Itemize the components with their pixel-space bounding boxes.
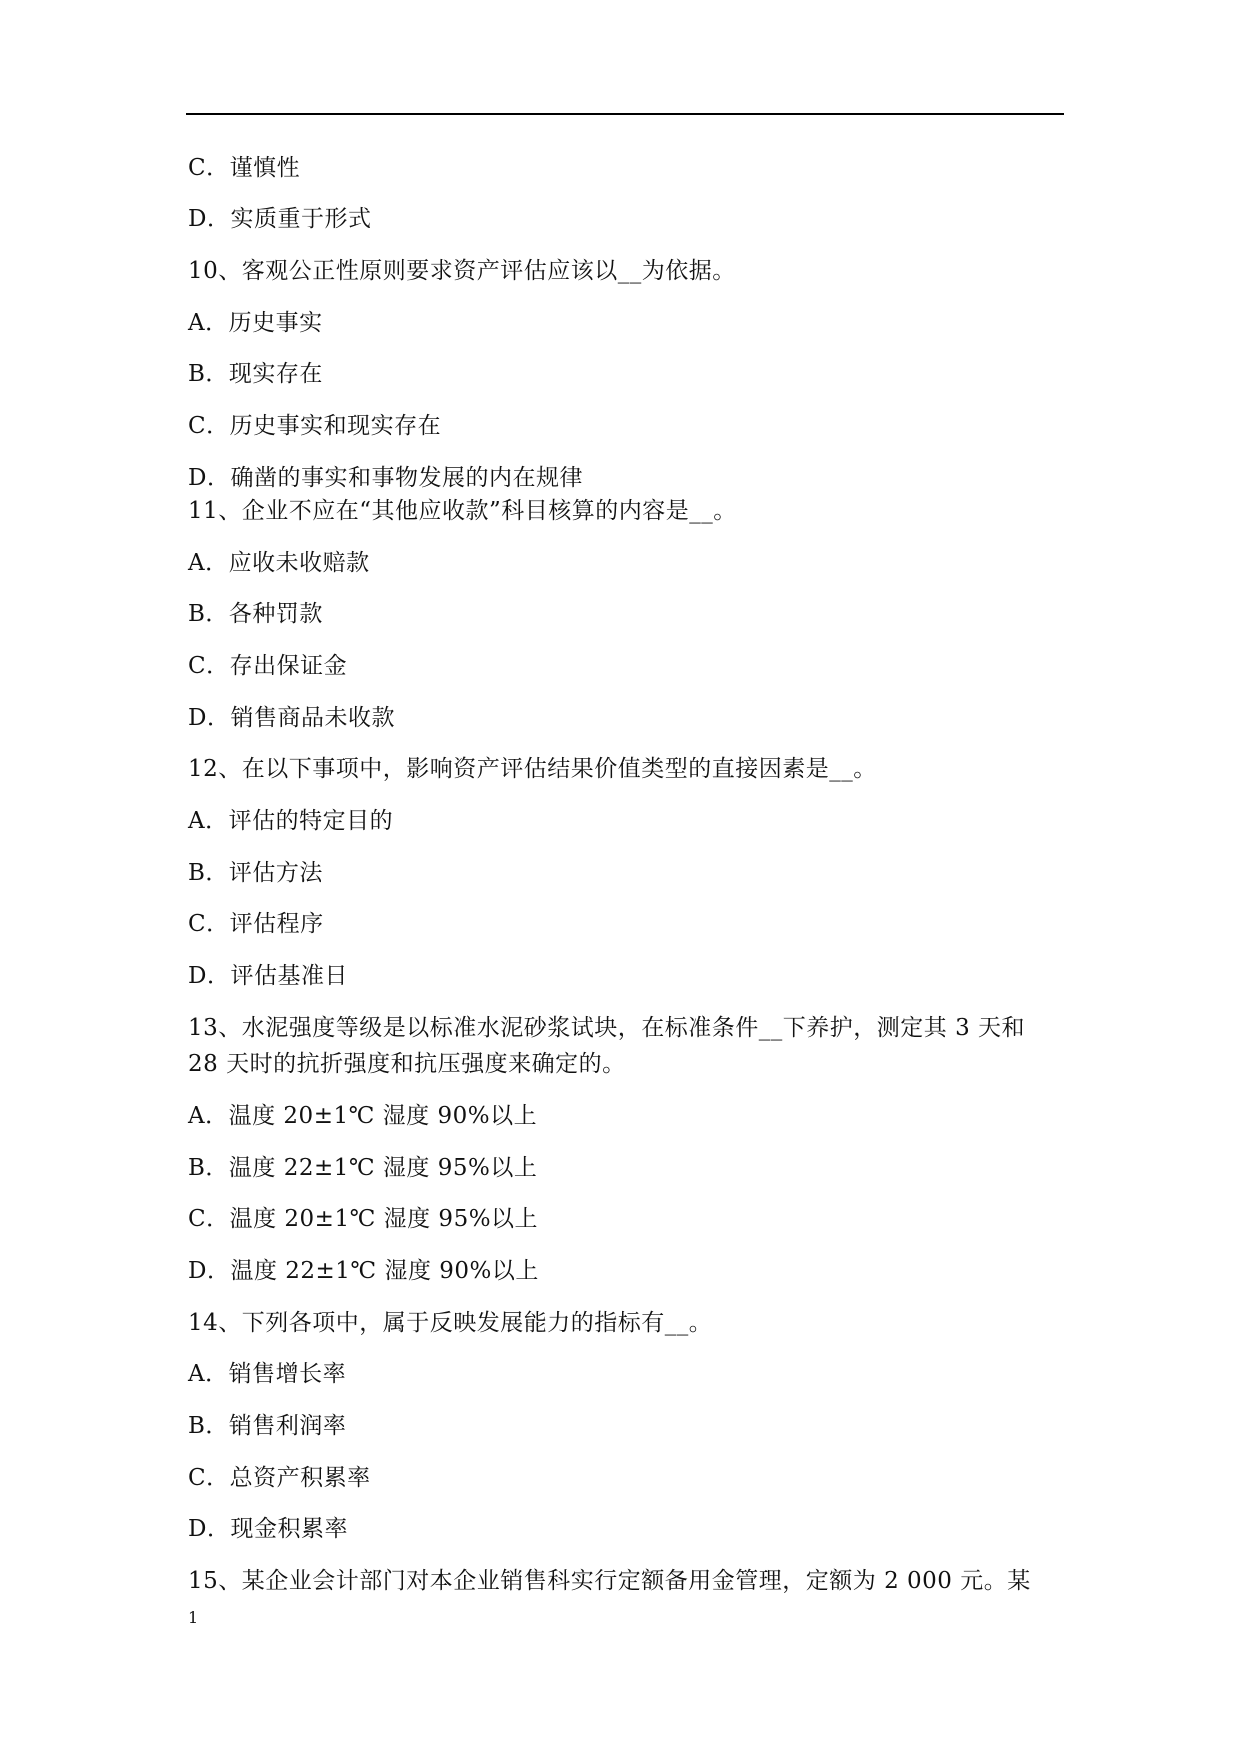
option-11c: C．存出保证金 bbox=[188, 653, 348, 679]
question-10: 10、客观公正性原则要求资产评估应该以__为依据。 bbox=[188, 258, 736, 284]
question-12: 12、在以下事项中，影响资产评估结果价值类型的直接因素是__。 bbox=[188, 756, 877, 782]
question-13-line-2: 28 天时的抗折强度和抗压强度来确定的。 bbox=[188, 1051, 626, 1077]
option-9c: C．谨慎性 bbox=[188, 155, 301, 181]
question-13-line-1: 13、水泥强度等级是以标准水泥砂浆试块，在标准条件__下养护，测定其 3 天和 bbox=[188, 1015, 1026, 1041]
option-14c: C．总资产积累率 bbox=[188, 1465, 371, 1491]
option-11a: A．应收未收赔款 bbox=[188, 550, 370, 576]
option-10c: C．历史事实和现实存在 bbox=[188, 413, 442, 439]
option-10a: A．历史事实 bbox=[188, 310, 323, 336]
question-15: 15、某企业会计部门对本企业销售科实行定额备用金管理，定额为 2 000 元。某 bbox=[188, 1568, 1031, 1594]
question-11: 11、企业不应在“其他应收款”科目核算的内容是__。 bbox=[188, 498, 737, 524]
header-rule bbox=[186, 113, 1064, 115]
option-12a: A．评估的特定目的 bbox=[188, 808, 394, 834]
option-14b: B．销售利润率 bbox=[188, 1413, 347, 1439]
option-9d: D．实质重于形式 bbox=[188, 206, 372, 232]
option-14a: A．销售增长率 bbox=[188, 1361, 347, 1387]
question-14: 14、下列各项中，属于反映发展能力的指标有__。 bbox=[188, 1310, 713, 1336]
option-12d: D．评估基准日 bbox=[188, 963, 348, 989]
option-10b: B．现实存在 bbox=[188, 361, 323, 387]
page-number: 1 bbox=[188, 1608, 199, 1627]
option-13b: B．温度 22±1℃ 湿度 95%以上 bbox=[188, 1155, 538, 1181]
option-11b: B．各种罚款 bbox=[188, 601, 323, 627]
option-12c: C．评估程序 bbox=[188, 911, 324, 937]
option-13d: D．温度 22±1℃ 湿度 90%以上 bbox=[188, 1258, 539, 1284]
option-10d: D．确凿的事实和事物发展的内在规律 bbox=[188, 465, 583, 491]
option-11d: D．销售商品未收款 bbox=[188, 705, 395, 731]
option-12b: B．评估方法 bbox=[188, 860, 323, 886]
option-13c: C．温度 20±1℃ 湿度 95%以上 bbox=[188, 1206, 539, 1232]
option-14d: D．现金积累率 bbox=[188, 1516, 348, 1542]
option-13a: A．温度 20±1℃ 湿度 90%以上 bbox=[188, 1103, 538, 1129]
